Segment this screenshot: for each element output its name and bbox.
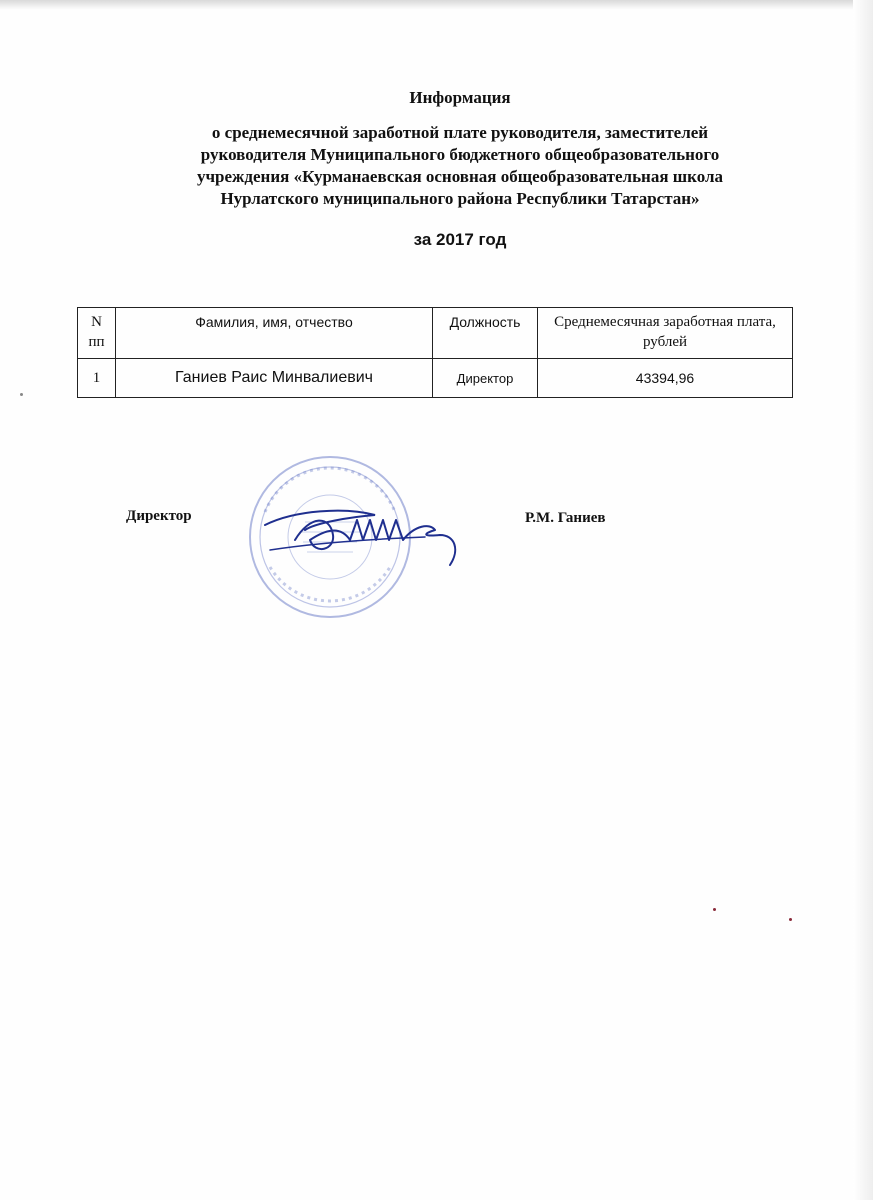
- table-row: [78, 359, 793, 398]
- scan-speck: [789, 918, 792, 921]
- table-header-row: [78, 308, 793, 359]
- document-title: Информация: [409, 88, 511, 107]
- header-position: Должность: [433, 308, 538, 359]
- subtitle-line-2: руководителя Муниципального бюджетного общеобразовательного: [200, 145, 720, 164]
- subtitle-line-4: Нурлатского муниципального района Республики Татарстан»: [220, 189, 700, 208]
- signatory-name: Р.М. Ганиев: [525, 510, 606, 526]
- signatory-role: Директор: [126, 508, 192, 524]
- scan-speck: [713, 908, 716, 911]
- subtitle-line-1: о среднемесячной заработной плате руководителя, заместителей: [211, 123, 709, 142]
- handwritten-signature: [255, 495, 485, 575]
- subtitle-line-3: учреждения «Курманаевская основная общеобразовательная школа: [196, 167, 724, 186]
- scan-speck: [20, 393, 23, 396]
- cell-position: Директор: [433, 359, 538, 398]
- report-period: за 2017 год: [413, 230, 507, 249]
- scan-top-edge: [0, 0, 873, 10]
- cell-name: Ганиев Раис Минвалиевич: [116, 359, 433, 398]
- header-name: Фамилия, имя, отчество: [116, 308, 433, 359]
- header-salary: Среднемесячная заработная плата, рублей: [538, 308, 793, 359]
- header-num: N пп: [78, 308, 116, 359]
- scan-right-edge: [853, 0, 873, 1200]
- cell-num: 1: [78, 359, 116, 398]
- document-subtitle: [110, 122, 810, 210]
- salary-table: [77, 307, 793, 398]
- cell-salary: 43394,96: [538, 359, 793, 398]
